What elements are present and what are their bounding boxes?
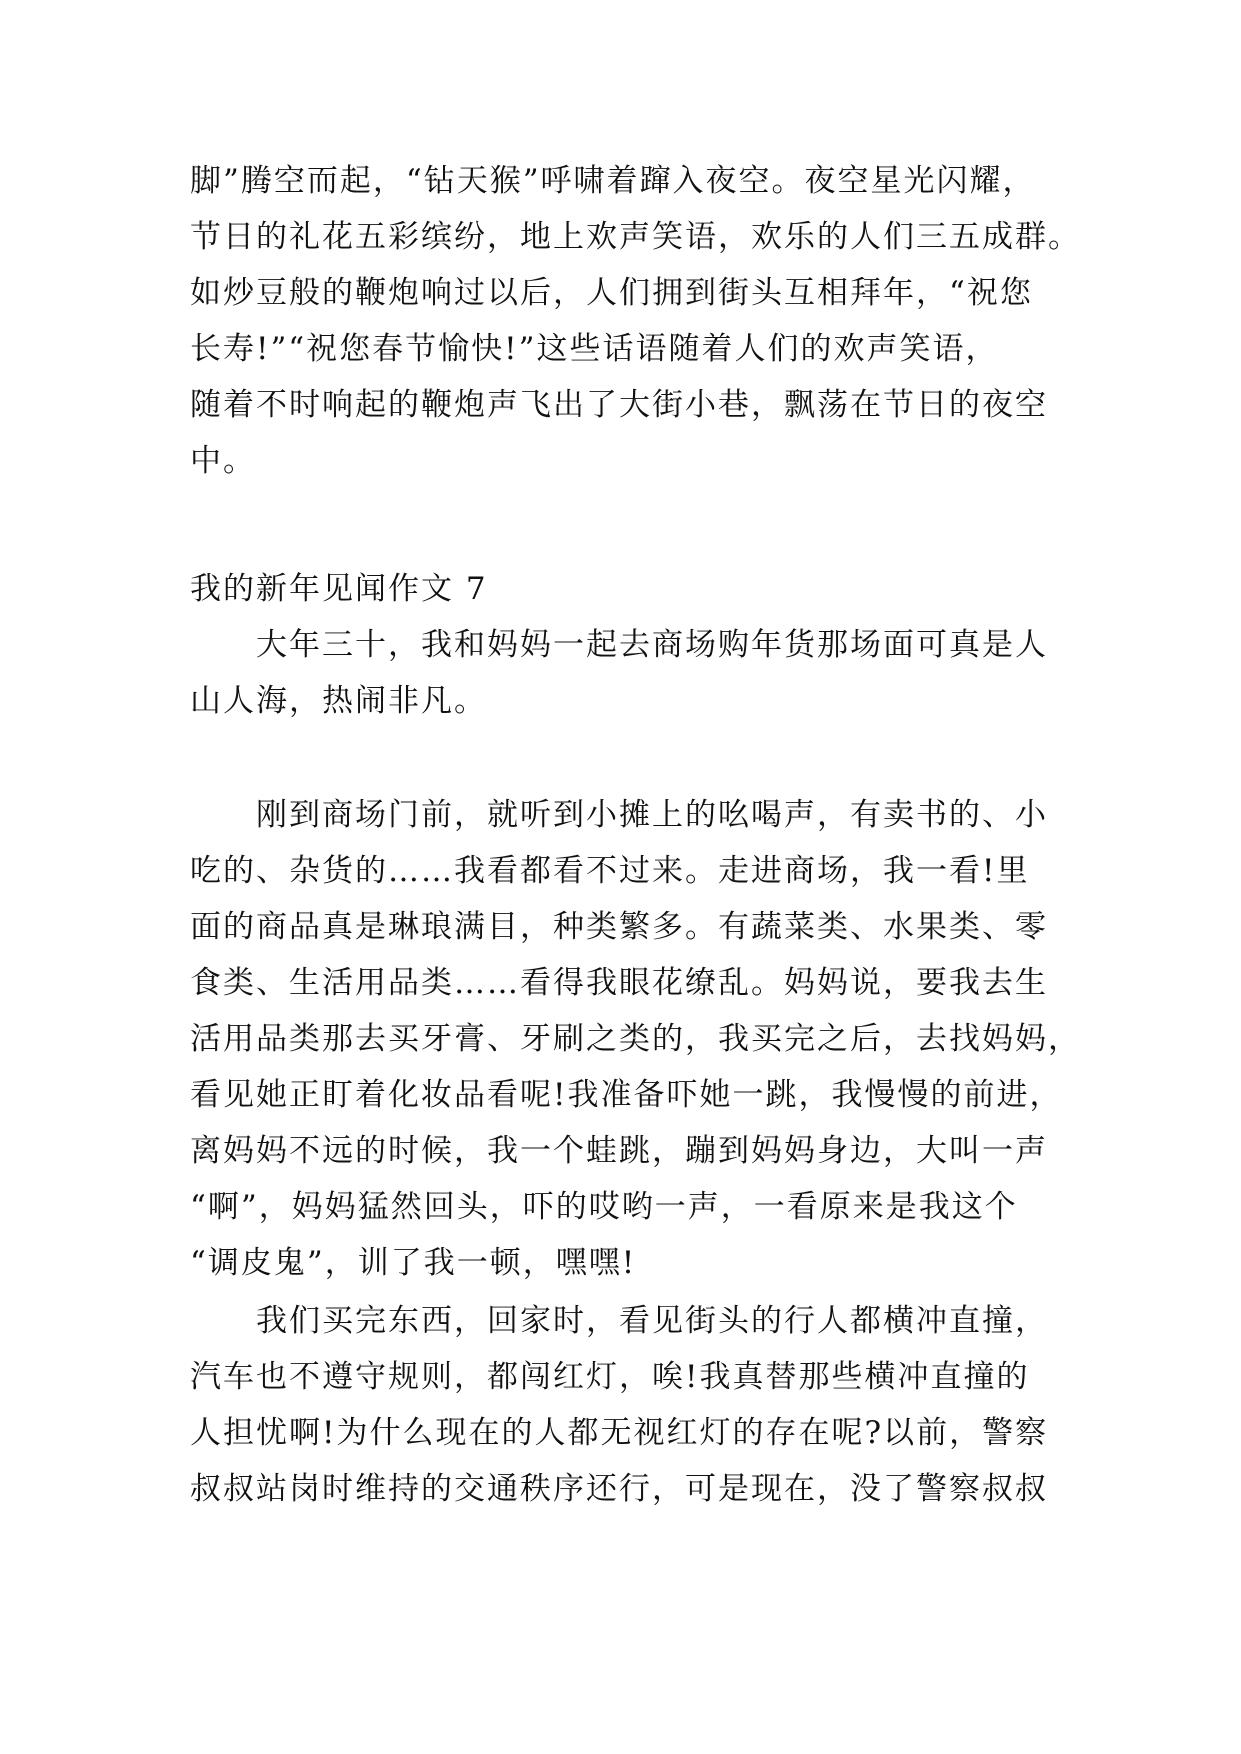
- text-line: 吃的、杂货的……我看都看不过来。走进商场，我一看!里: [190, 853, 1030, 889]
- text-line: 叔叔站岗时维持的交通秩序还行，可是现在，没了警察叔叔: [190, 1471, 1048, 1507]
- text-line: 大年三十，我和妈妈一起去商场购年货那场面可真是人: [256, 627, 1048, 663]
- text-line: 我们买完东西，回家时，看见街头的行人都横冲直撞，: [256, 1303, 1048, 1339]
- text-line: “啊”，妈妈猛然回头，吓的哎哟一声，一看原来是我这个: [190, 1189, 1018, 1225]
- text-line: 活用品类那去买牙膏、牙刷之类的，我买完之后，去找妈妈，: [190, 1021, 1081, 1057]
- text-line: 食类、生活用品类……看得我眼花缭乱。妈妈说，要我去生: [190, 965, 1048, 1001]
- text-line: 节日的礼花五彩缤纷，地上欢声笑语，欢乐的人们三五成群。: [190, 219, 1081, 255]
- text-line: 汽车也不遵守规则，都闯红灯，唉!我真替那些横冲直撞的: [190, 1359, 1030, 1395]
- text-line: 长寿!”“祝您春节愉快!”这些话语随着人们的欢声笑语，: [190, 331, 999, 367]
- text-line: 中。: [190, 443, 256, 479]
- text-line: 看见她正盯着化妆品看呢!我准备吓她一跳，我慢慢的前进，: [190, 1077, 1063, 1113]
- text-line: 山人海，热闹非凡。: [190, 683, 487, 719]
- essay-title: 我的新年见闻作文 7: [190, 571, 488, 607]
- text-line: 随着不时响起的鞭炮声飞出了大街小巷，飘荡在节日的夜空: [190, 387, 1048, 423]
- text-line: 面的商品真是琳琅满目，种类繁多。有蔬菜类、水果类、零: [190, 909, 1048, 945]
- text-line: 人担忧啊!为什么现在的人都无视红灯的存在呢?以前，警察: [190, 1415, 1049, 1451]
- text-line: 脚”腾空而起，“钻天猴”呼啸着蹿入夜空。夜空星光闪耀，: [190, 163, 1036, 199]
- text-line: 刚到商场门前，就听到小摊上的吆喝声，有卖书的、小: [256, 797, 1048, 833]
- text-line: 离妈妈不远的时候，我一个蛙跳，蹦到妈妈身边，大叫一声: [190, 1133, 1048, 1169]
- text-line: 如炒豆般的鞭炮响过以后，人们拥到街头互相拜年，“祝您: [190, 275, 1033, 311]
- text-line: “调皮鬼”，训了我一顿，嘿嘿!: [190, 1245, 637, 1281]
